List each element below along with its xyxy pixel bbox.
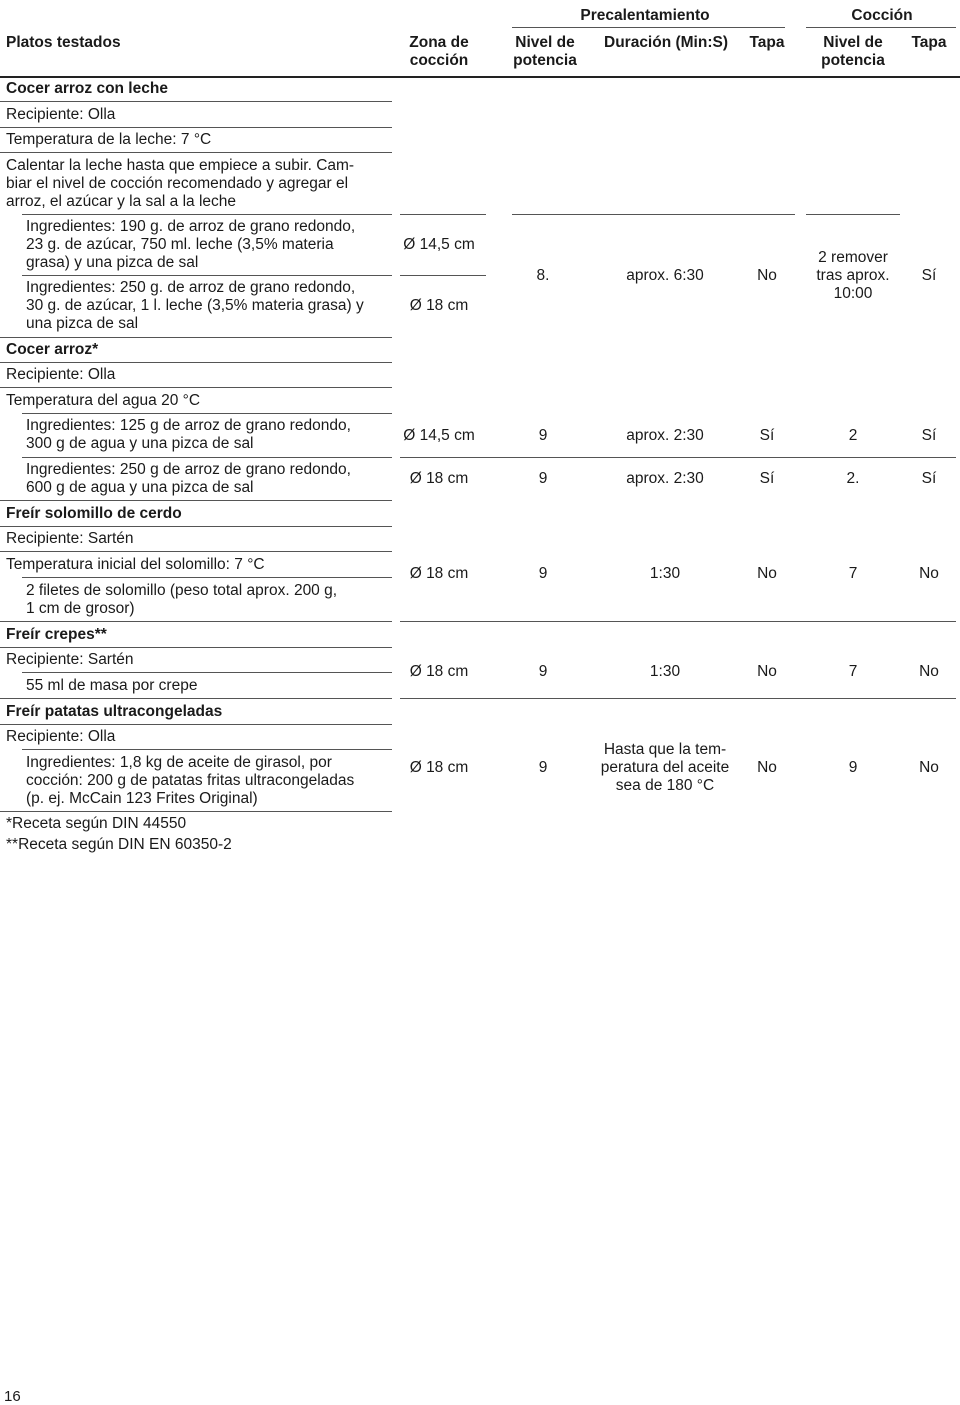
row-rule [22, 749, 392, 750]
rice-milk-duration: aprox. 6:30 [626, 267, 704, 284]
page-number: 16 [4, 1388, 21, 1405]
fries-lid-pre: No [757, 759, 777, 776]
crepes-lid-cook: No [919, 663, 939, 680]
row-rule [0, 811, 392, 812]
rice-ing2-1: Ingredientes: 250 g de arroz de grano redondo, [26, 461, 351, 478]
crepes-lid-pre: No [757, 663, 777, 680]
row-rule [400, 214, 486, 215]
rice-milk-level-pre: 8. [536, 267, 550, 284]
col-zone-2: cocción [409, 52, 469, 69]
col-duration: Duración (Min:S) [604, 34, 728, 51]
row-rule [0, 647, 392, 648]
rice-r2-lid-pre: Sí [759, 470, 775, 487]
col-level-cook-1: Nivel de [823, 34, 883, 51]
row-rule [22, 577, 392, 578]
header-preheat-rule [512, 27, 785, 28]
row-rule [0, 724, 392, 725]
crepes-ing: 55 ml de masa por crepe [26, 677, 198, 694]
rice-r2-level-pre: 9 [538, 470, 548, 487]
fries-ing-3: (p. ej. McCain 123 Frites Original) [26, 790, 258, 807]
rice-r2-duration: aprox. 2:30 [626, 470, 704, 487]
pork-zone: Ø 18 cm [409, 565, 469, 582]
footnote-2: **Receta según DIN EN 60350-2 [6, 836, 232, 853]
rice-milk-instr-3: arroz, el azúcar y la sal a la leche [6, 193, 237, 210]
pork-lid-pre: No [757, 565, 777, 582]
col-level-pre-1: Nivel de [515, 34, 575, 51]
row-rule [0, 526, 392, 527]
rice-milk-ing1-3: grasa) y una pizca de sal [26, 254, 199, 271]
pork-ing-1: 2 filetes de solomillo (peso total aprox. 200 g, [26, 582, 338, 599]
fries-container: Recipiente: Olla [6, 728, 116, 745]
rice-r2-zone: Ø 18 cm [409, 470, 469, 487]
row-rule [0, 621, 392, 622]
rice-milk-container: Recipiente: Olla [6, 106, 116, 123]
rice-milk-zone-1: Ø 14,5 cm [403, 236, 475, 253]
rice-milk-instr-1: Calentar la leche hasta que empiece a subir. Cam- [6, 157, 355, 174]
col-lid-cook: Tapa [911, 34, 947, 51]
rice-milk-ing1-2: 23 g. de azúcar, 750 ml. leche (3,5% materia [26, 236, 334, 253]
fries-ing-2: cocción: 200 g de patatas fritas ultracongeladas [26, 772, 355, 789]
fries-duration-3: sea de 180 °C [615, 777, 715, 794]
row-rule [22, 413, 392, 414]
crepes-duration: 1:30 [649, 663, 681, 680]
rice-milk-ing2-2: 30 g. de azúcar, 1 l. leche (3,5% materia grasa) y [26, 297, 364, 314]
rice-r2-level-cook: 2. [846, 470, 860, 487]
pork-duration: 1:30 [649, 565, 681, 582]
row-rule [22, 672, 392, 673]
row-rule [22, 275, 392, 276]
rice-milk-lid-cook: Sí [921, 267, 937, 284]
row-rule [0, 101, 392, 102]
fries-level-pre: 9 [538, 759, 548, 776]
rice-r1-lid-cook: Sí [921, 427, 937, 444]
row-rule [512, 214, 795, 215]
row-rule [0, 698, 392, 699]
rice-title: Cocer arroz* [6, 341, 99, 358]
fries-duration-2: peratura del aceite [600, 759, 730, 776]
row-rule [0, 387, 392, 388]
rice-r1-zone: Ø 14,5 cm [403, 427, 475, 444]
row-rule [0, 337, 392, 338]
row-rule [22, 457, 392, 458]
rice-container: Recipiente: Olla [6, 366, 116, 383]
row-rule [400, 698, 956, 699]
rice-milk-instr-2: biar el nivel de cocción recomendado y agregar el [6, 175, 349, 192]
fries-duration-1: Hasta que la tem- [603, 741, 727, 758]
footnote-1: *Receta según DIN 44550 [6, 815, 187, 832]
row-rule [400, 275, 486, 276]
row-rule [400, 457, 956, 458]
rice-ing1-1: Ingredientes: 125 g de arroz de grano redondo, [26, 417, 351, 434]
crepes-title: Freír crepes** [6, 626, 107, 643]
pork-title: Freír solomillo de cerdo [6, 505, 182, 522]
row-rule [0, 152, 392, 153]
rice-milk-level-cook-3: 10:00 [833, 285, 873, 302]
fries-zone: Ø 18 cm [409, 759, 469, 776]
crepes-container: Recipiente: Sartén [6, 651, 134, 668]
crepes-zone: Ø 18 cm [409, 663, 469, 680]
rice-temp: Temperatura del agua 20 °C [6, 392, 201, 409]
rice-milk-ing2-1: Ingredientes: 250 g. de arroz de grano redondo, [26, 279, 356, 296]
rice-r1-lid-pre: Sí [759, 427, 775, 444]
rice-milk-ing2-3: una pizca de sal [26, 315, 139, 332]
col-dish: Platos testados [6, 34, 121, 51]
rice-milk-lid-pre: No [757, 267, 777, 284]
row-rule [0, 500, 392, 501]
crepes-level-cook: 7 [848, 663, 858, 680]
rice-milk-level-cook-1: 2 remover [818, 249, 888, 266]
fries-title: Freír patatas ultracongeladas [6, 703, 223, 720]
header-preheat: Precalentamiento [580, 7, 710, 24]
pork-lid-cook: No [919, 565, 939, 582]
rice-r1-level-cook: 2 [848, 427, 858, 444]
crepes-level-pre: 9 [538, 663, 548, 680]
header-cooking-rule [806, 27, 956, 28]
rice-milk-zone-2: Ø 18 cm [409, 297, 469, 314]
pork-container: Recipiente: Sartén [6, 530, 134, 547]
rice-ing2-2: 600 g de agua y una pizca de sal [26, 479, 254, 496]
rice-ing1-2: 300 g de agua y una pizca de sal [26, 435, 254, 452]
row-rule [22, 214, 392, 215]
rice-milk-temp: Temperatura de la leche: 7 °C [6, 131, 212, 148]
row-rule [0, 127, 392, 128]
col-level-pre-2: potencia [513, 52, 577, 69]
fries-lid-cook: No [919, 759, 939, 776]
header-bottom-rule [0, 76, 960, 78]
row-rule [0, 362, 392, 363]
rice-milk-ing1-1: Ingredientes: 190 g. de arroz de grano redondo, [26, 218, 356, 235]
pork-level-pre: 9 [538, 565, 548, 582]
pork-level-cook: 7 [848, 565, 858, 582]
col-zone-1: Zona de [409, 34, 469, 51]
row-rule [806, 214, 900, 215]
col-lid-pre: Tapa [749, 34, 785, 51]
header-cooking: Cocción [851, 7, 913, 24]
fries-ing-1: Ingredientes: 1,8 kg de aceite de girasol, por [26, 754, 332, 771]
row-rule [400, 621, 956, 622]
col-level-cook-2: potencia [821, 52, 885, 69]
rice-r1-duration: aprox. 2:30 [626, 427, 704, 444]
rice-r2-lid-cook: Sí [921, 470, 937, 487]
rice-milk-title: Cocer arroz con leche [6, 80, 168, 97]
rice-milk-level-cook-2: tras aprox. [816, 267, 890, 284]
rice-r1-level-pre: 9 [538, 427, 548, 444]
pork-temp: Temperatura inicial del solomillo: 7 °C [6, 556, 265, 573]
fries-level-cook: 9 [848, 759, 858, 776]
pork-ing-2: 1 cm de grosor) [26, 600, 135, 617]
row-rule [0, 551, 392, 552]
